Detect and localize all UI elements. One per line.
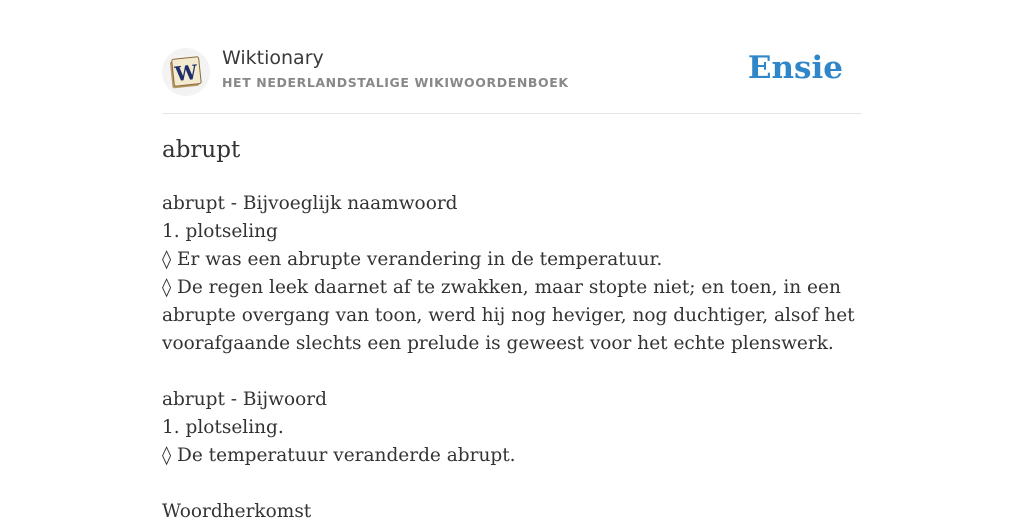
site-header [162, 46, 862, 96]
entry-title: abrupt [162, 137, 241, 163]
definition: 1. plotseling [162, 221, 278, 242]
ensie-brand-link[interactable]: Ensie [747, 50, 843, 86]
section-heading: abrupt - Bijwoord [162, 389, 327, 410]
section-heading: Woordherkomst [162, 501, 312, 522]
wiktionary-logo-icon[interactable] [162, 48, 210, 96]
header-divider [162, 113, 862, 114]
site-name-link[interactable]: Wiktionary [222, 47, 324, 69]
example: ◊ De temperatuur veranderde abrupt. [162, 445, 516, 466]
example: ◊ Er was een abrupte verandering in de temperatuur. [162, 249, 663, 270]
definition: 1. plotseling. [162, 417, 284, 438]
site-tagline: HET NEDERLANDSTALIGE WIKIWOORDENBOEK [222, 75, 569, 90]
page [162, 0, 862, 522]
section-spacer [162, 470, 862, 498]
example: ◊ De regen leek daarnet af te zwakken, maar stopte niet; en toen, in een abrupte overgang van toon, werd hij nog heviger, nog duchtiger, alsof het voorafgaande slechts een prelude is geweest voor het echte plenswerk. [162, 277, 855, 354]
svg-text:W: W [173, 59, 199, 87]
entry-content [162, 190, 862, 526]
section-spacer [162, 358, 862, 386]
section-heading: abrupt - Bijvoeglijk naamwoord [162, 193, 458, 214]
